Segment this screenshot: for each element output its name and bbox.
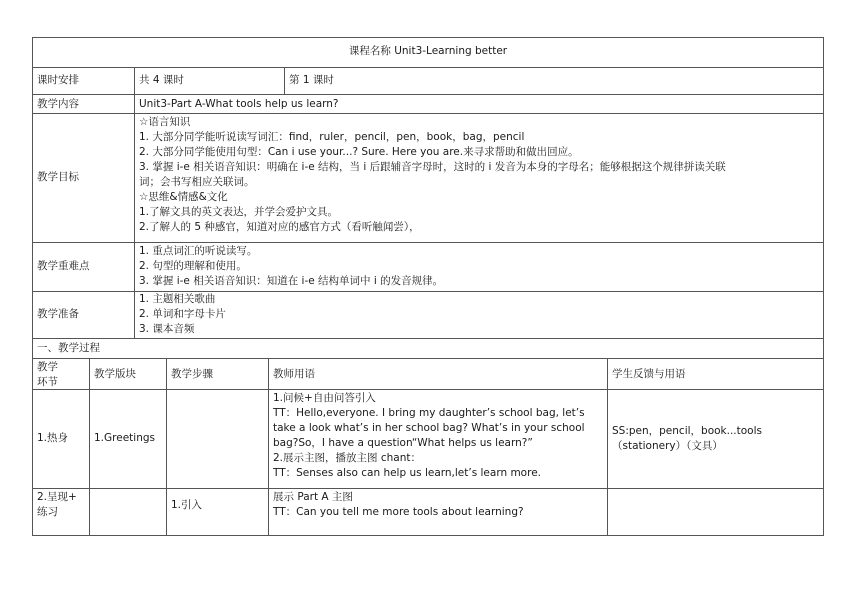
- row1-student: [612, 424, 762, 454]
- student-line: （stationery）（文具）: [612, 440, 723, 452]
- row1-teacher: [273, 391, 585, 481]
- row-divider: [32, 358, 824, 359]
- row-divider: [32, 67, 824, 68]
- row-divider: [32, 389, 824, 390]
- goals-line: 2. 大部分同学能使用句型：Can i use your...? Sure. Here you are.来寻求帮助和做出回应。: [139, 146, 579, 158]
- row2-teacher: [273, 490, 524, 520]
- teacher-line: TT：Can you tell me more tools about learning?: [273, 506, 524, 518]
- teacher-line: TT：Senses also can help us learn,let’s learn more.: [273, 467, 541, 479]
- row-divider: [32, 488, 824, 489]
- goals-line: 1.了解文具的英文表达，并学会爱护文具。: [139, 206, 339, 218]
- process-section-title: 一、教学过程: [37, 342, 100, 354]
- header-teacher: 教师用语: [273, 368, 315, 380]
- content-label: 教学内容: [37, 98, 79, 110]
- preparation-label: 教学准备: [37, 308, 79, 320]
- header-student: 学生反馈与用语: [612, 368, 686, 380]
- row1-stage: 1.热身: [37, 432, 69, 444]
- preparation-list: [139, 292, 226, 337]
- goals-label: 教学目标: [37, 171, 79, 183]
- col-divider: [284, 67, 285, 94]
- col-divider: [268, 358, 269, 536]
- goals-line: 1. 大部分同学能听说读写词汇：find，ruler，pencil，pen，book，bag，pencil: [139, 131, 525, 143]
- key-point-line: 2. 句型的理解和使用。: [139, 260, 247, 272]
- schedule-total: 共 4 课时: [139, 74, 184, 86]
- row-divider: [32, 338, 824, 339]
- key-points-list: [139, 244, 443, 289]
- schedule-lesson: 第 1 课时: [289, 74, 334, 86]
- goals-line: 词；会书写相应关联词。: [139, 176, 255, 188]
- col-divider: [166, 358, 167, 536]
- course-title: 课程名称 Unit3-Learning better: [348, 45, 508, 57]
- row-divider: [32, 94, 824, 95]
- teacher-line: TT：Hello,everyone. I bring my daughter’s school bag, let’s: [273, 407, 585, 419]
- teacher-line: bag?So，I have a question“What helps us learn?”: [273, 437, 533, 449]
- goals-line: 2.了解人的 5 种感官，知道对应的感官方式（看听触闻尝），: [139, 221, 420, 233]
- col-divider: [607, 358, 608, 536]
- content-value: Unit3-Part A-What tools help us learn?: [139, 98, 339, 110]
- row-divider: [32, 242, 824, 243]
- row2-steps: 1.引入: [171, 499, 203, 511]
- teacher-line: 1.问候+自由问答引入: [273, 392, 376, 404]
- header-steps: 教学步骤: [171, 368, 213, 380]
- teacher-line: 展示 Part A 主图: [273, 491, 353, 503]
- teacher-line: take a look what’s in her school bag? What’s in your school: [273, 422, 585, 434]
- teacher-line: 2.展示主图，播放主图 chant：: [273, 452, 421, 464]
- col-divider: [89, 358, 90, 536]
- key-points-label: 教学重难点: [37, 260, 90, 272]
- header-stage: 教学 环节: [37, 361, 58, 388]
- col-divider: [134, 67, 135, 338]
- student-line: SS:pen，pencil，book...tools: [612, 425, 762, 437]
- preparation-line: 2. 单词和字母卡片: [139, 308, 226, 320]
- schedule-label: 课时安排: [37, 74, 79, 86]
- row-divider: [32, 113, 824, 114]
- preparation-line: 1. 主题相关歌曲: [139, 293, 216, 305]
- row2-stage: 2.呈现+ 练习: [37, 491, 77, 518]
- preparation-line: 3. 课本音频: [139, 323, 195, 335]
- key-point-line: 3. 掌握 i-e 相关语音知识：知道在 i-e 结构单词中 i 的发音规律。: [139, 275, 444, 287]
- row1-board: 1.Greetings: [94, 432, 155, 444]
- goals-line: ☆思维&情感&文化: [139, 191, 228, 203]
- key-point-line: 1. 重点词汇的听说读写。: [139, 245, 258, 257]
- header-board: 教学版块: [94, 368, 136, 380]
- goals-list: [139, 115, 819, 235]
- goals-line: 3. 掌握 i-e 相关语音知识：明确在 i-e 结构，当 i 后跟辅音字母时，这时的 i 发音为本身的字母名；能够根据这个规律拼读关联: [139, 161, 726, 173]
- goals-line: ☆语言知识: [139, 116, 191, 128]
